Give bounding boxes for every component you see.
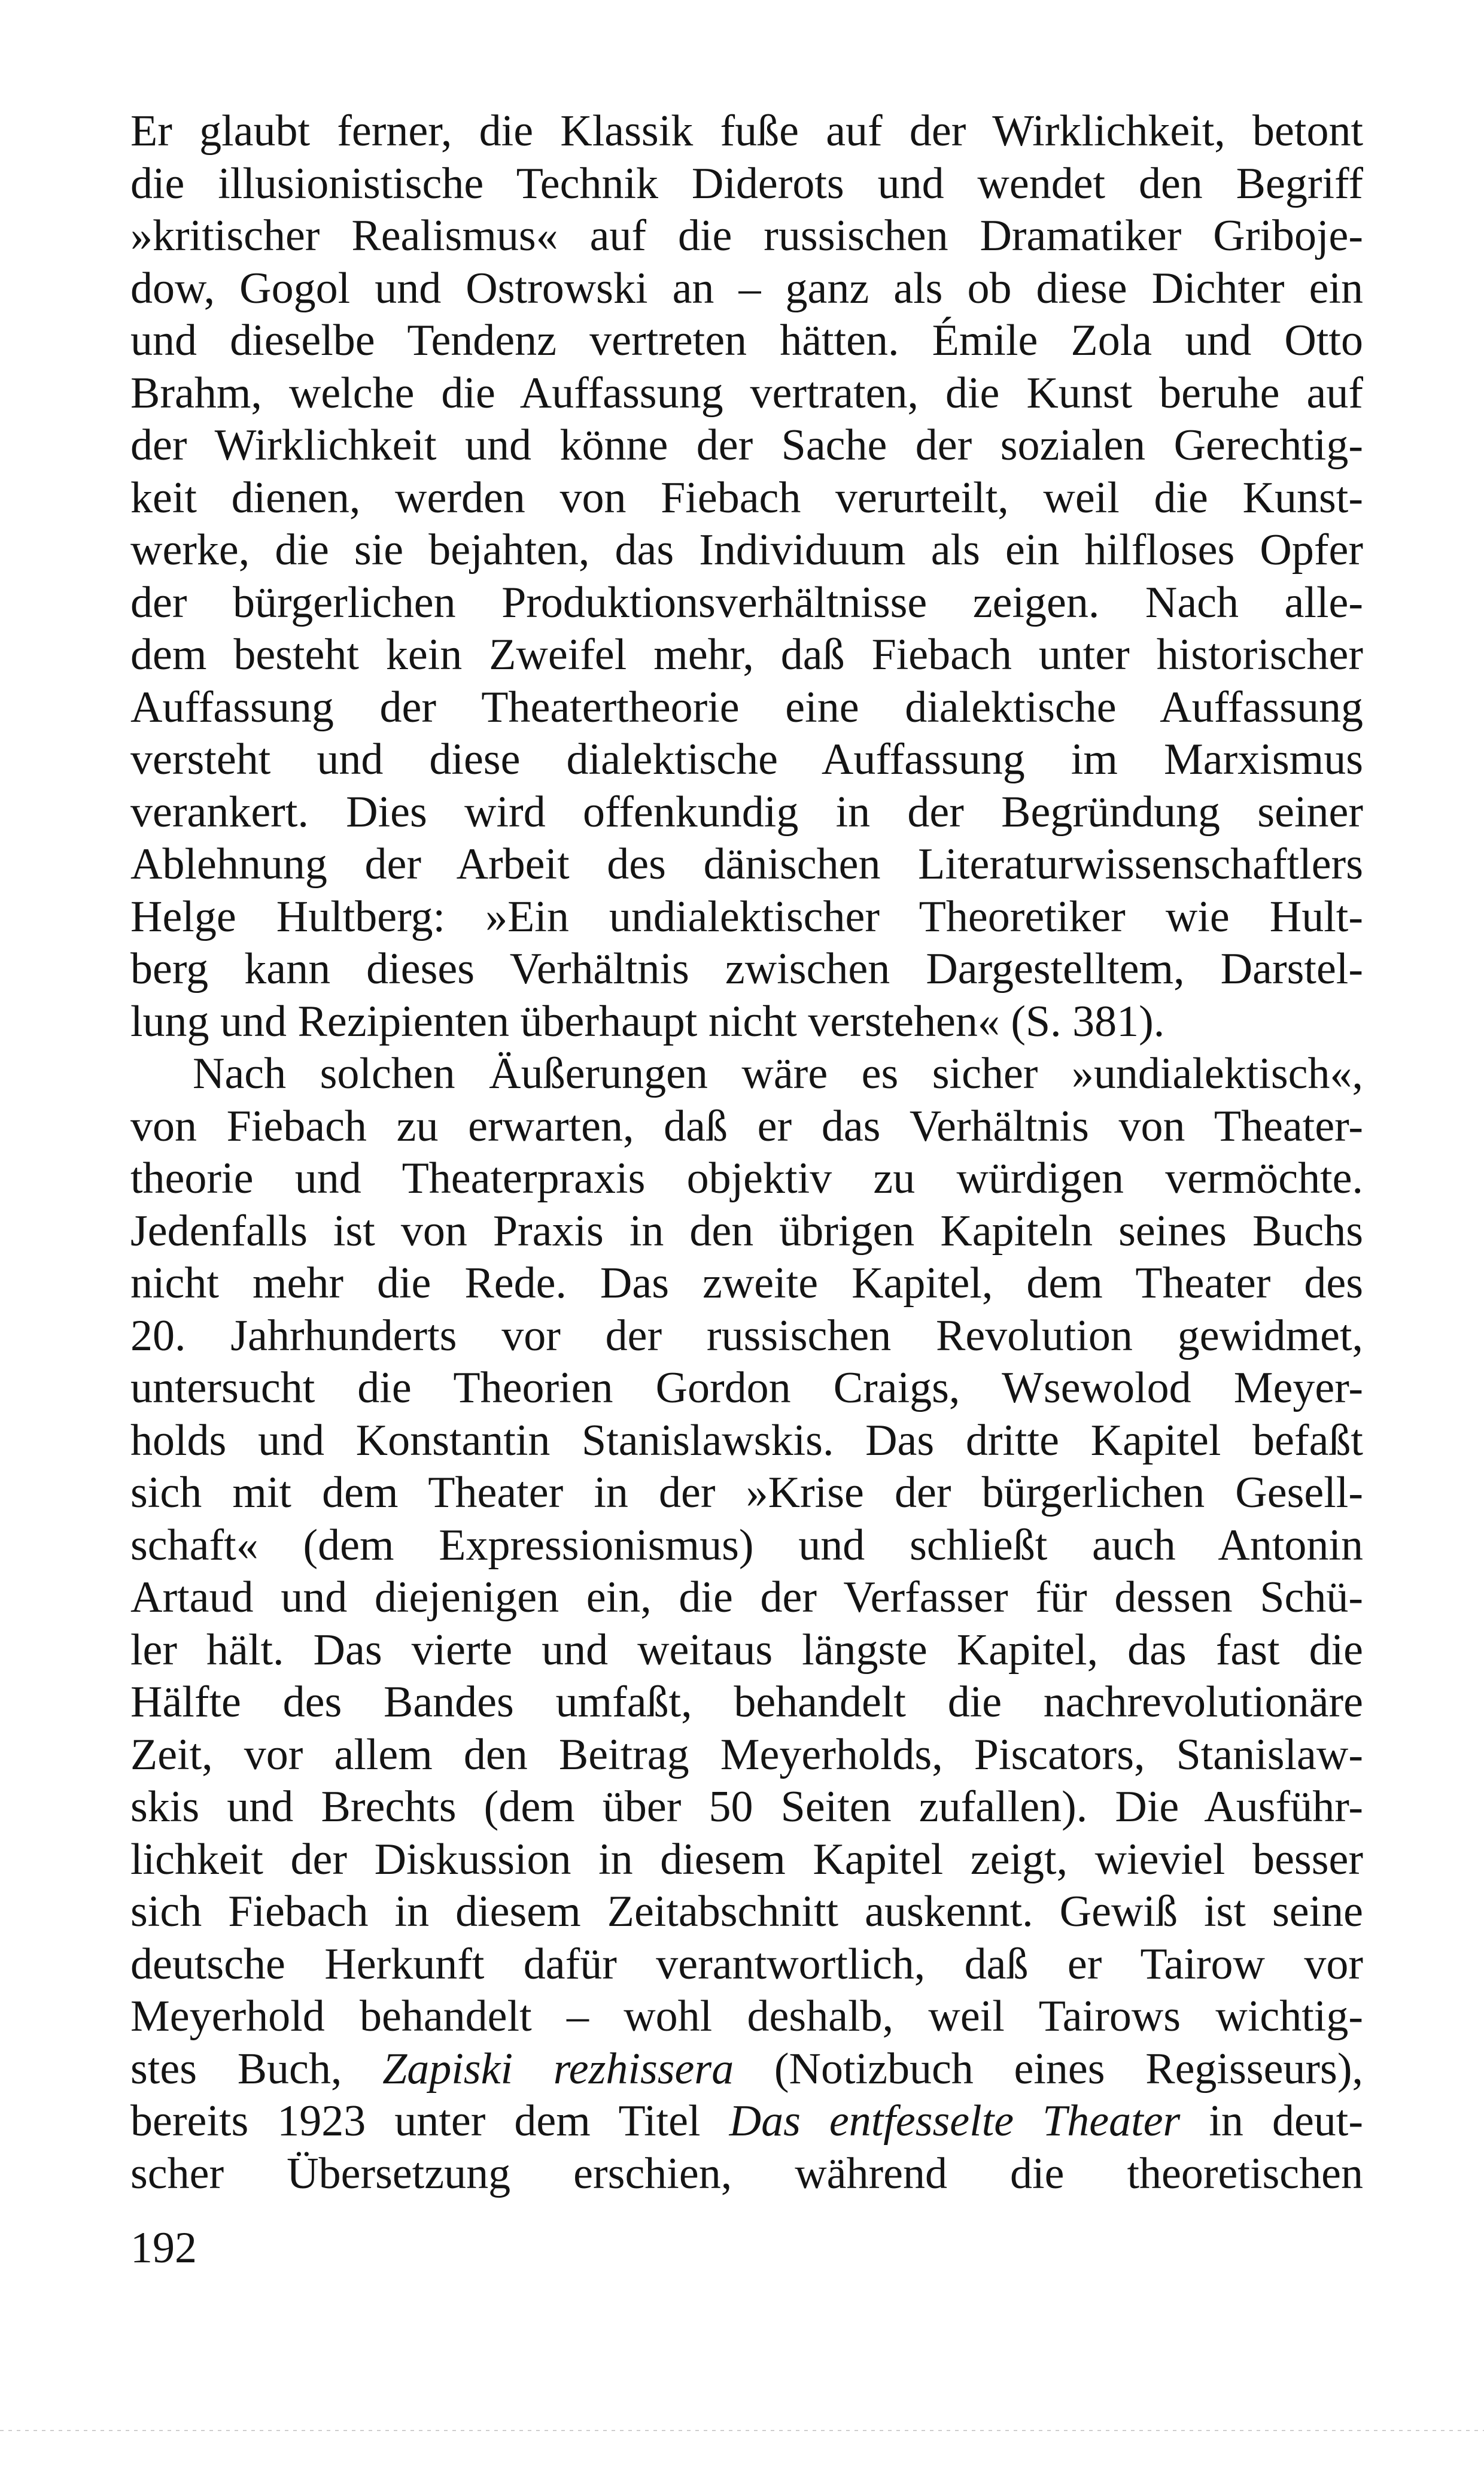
text-line: dem besteht kein Zweifel mehr, daß Fiebach unter historischer [130, 630, 1363, 679]
text-line-with-title [130, 2095, 1363, 2148]
text-line: der Wirklichkeit und könne der Sache der sozialen Gerechtig- [130, 421, 1363, 470]
body-text [130, 105, 1363, 2200]
text-line: 20. Jahrhunderts vor der russischen Revolution gewidmet, [130, 1311, 1363, 1360]
text-line: Zeit, vor allem den Beitrag Meyerholds, Piscators, Stanislaw- [130, 1730, 1363, 1779]
text-line: Hälfte des Bandes umfaßt, behandelt die nachrevolutionäre [130, 1678, 1363, 1727]
text-line: verankert. Dies wird offenkundig in der Begründung seiner [130, 787, 1363, 837]
text-line: Auffassung der Theatertheorie eine dialektische Auffassung [130, 682, 1363, 732]
book-title-italic: Zapiski rezhissera [382, 2044, 734, 2094]
text-line: sich Fiebach in diesem Zeitabschnitt auskennt. Gewiß ist seine [130, 1887, 1363, 1936]
text-line-with-title [130, 2043, 1363, 2096]
text-line: scher Übersetzung erschien, während die theoretischen [130, 2149, 1363, 2198]
book-title-italic: Das entfesselte Theater [729, 2097, 1181, 2146]
text-line: berg kann dieses Verhältnis zwischen Dargestelltem, Darstel- [130, 944, 1363, 994]
text-line: »kritischer Realismus« auf die russischen Dramatiker Griboje- [130, 211, 1363, 260]
line-text-after: in deut- [1180, 2097, 1364, 2146]
line-text-after: (Notizbuch eines Regisseurs), [734, 2044, 1363, 2094]
paragraph-first-line: Nach solchen Äußerungen wäre es sicher »undialektisch«, [193, 1049, 1363, 1098]
text-line: Er glaubt ferner, die Klassik fuße auf der Wirklichkeit, betont [130, 107, 1363, 156]
text-line: Meyerhold behandelt – wohl deshalb, weil Tairows wichtig- [130, 1992, 1363, 2041]
text-line: Ablehnung der Arbeit des dänischen Literaturwissenschaftlers [130, 840, 1363, 889]
text-line: schaft« (dem Expressionismus) und schließt auch Antonin [130, 1520, 1363, 1570]
text-line: sich mit dem Theater in der »Krise der bürgerlichen Gesell- [130, 1468, 1363, 1517]
paragraph-end-line: lung und Rezipienten überhaupt nicht verstehen« (S. 381). [130, 996, 1165, 1046]
text-line: theorie und Theaterpraxis objektiv zu würdigen vermöchte. [130, 1154, 1363, 1203]
page-number: 192 [130, 2223, 197, 2272]
text-line: holds und Konstantin Stanislawskis. Das dritte Kapitel befaßt [130, 1415, 1363, 1465]
text-line: Helge Hultberg: »Ein undialektischer Theoretiker wie Hult- [130, 892, 1363, 941]
text-line: Artaud und diejenigen ein, die der Verfasser für dessen Schü- [130, 1573, 1363, 1622]
text-line: der bürgerlichen Produktionsverhältnisse zeigen. Nach alle- [130, 578, 1363, 627]
text-line: Jedenfalls ist von Praxis in den übrigen Kapiteln seines Buchs [130, 1206, 1363, 1256]
text-line: lichkeit der Diskussion in diesem Kapitel zeigt, wieviel besser [130, 1834, 1363, 1884]
text-line: Brahm, welche die Auffassung vertraten, die Kunst beruhe auf [130, 368, 1363, 418]
text-line: deutsche Herkunft dafür verantwortlich, daß er Tairow vor [130, 1939, 1363, 1989]
text-line: keit dienen, werden von Fiebach verurteilt, weil die Kunst- [130, 473, 1363, 522]
text-line: ler hält. Das vierte und weitaus längste Kapitel, das fast die [130, 1625, 1363, 1675]
text-line: dow, Gogol und Ostrowski an – ganz als ob diese Dichter ein [130, 263, 1363, 313]
text-line: nicht mehr die Rede. Das zweite Kapitel, dem Theater des [130, 1259, 1363, 1308]
text-line: von Fiebach zu erwarten, daß er das Verhältnis von Theater- [130, 1101, 1363, 1151]
text-line: untersucht die Theorien Gordon Craigs, Wsewolod Meyer- [130, 1363, 1363, 1412]
scan-edge-divider [0, 2430, 1484, 2431]
line-text-before: bereits 1923 unter dem Titel [130, 2097, 729, 2146]
text-line: und dieselbe Tendenz vertreten hätten. Émile Zola und Otto [130, 316, 1363, 365]
text-line: die illusionistische Technik Diderots und wendet den Begriff [130, 159, 1363, 208]
line-text-before: stes Buch, [130, 2044, 383, 2094]
text-line: werke, die sie bejahten, das Individuum als ein hilfloses Opfer [130, 525, 1363, 575]
text-line: versteht und diese dialektische Auffassung im Marxismus [130, 735, 1363, 784]
text-line: skis und Brechts (dem über 50 Seiten zufallen). Die Ausführ- [130, 1782, 1363, 1831]
